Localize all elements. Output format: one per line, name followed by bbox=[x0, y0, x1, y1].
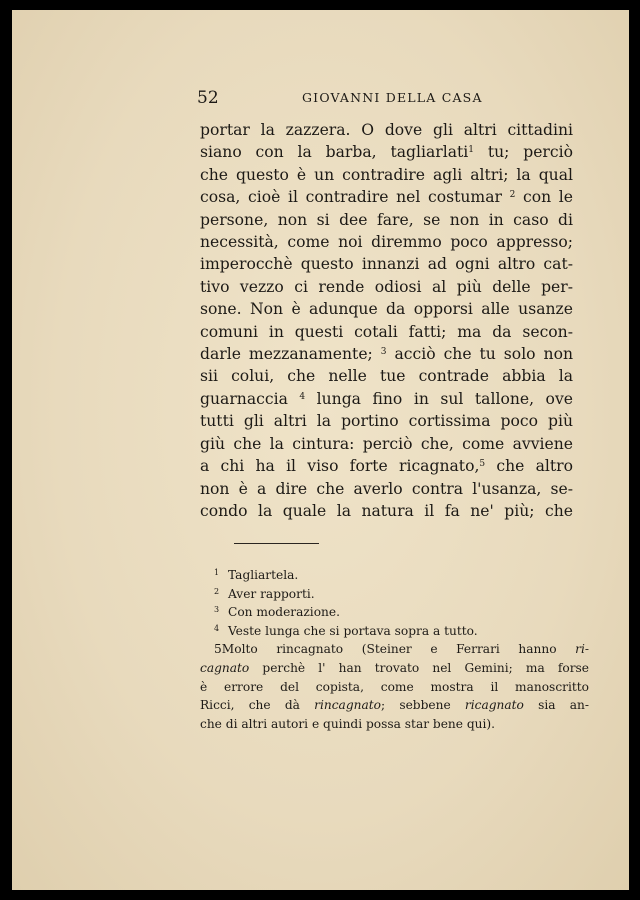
footnote-4: 4 Veste lunga che si portava sopra a tutto. bbox=[214, 623, 478, 638]
text-line: non è a dire che averlo contra l'usanza, se- bbox=[200, 479, 573, 498]
footnote-5: 5Molto rincagnato (Steiner e Ferrari hanno ri- cagnato perchè l' han trovato nel Gemini; ma forse è errore del copista, come mostra il manoscritto Ricci, che dà rincagnato; sebbene ricagnato sia an- che di altri autori e quindi possa star bene qui). bbox=[200, 642, 589, 731]
text-line: sone. Non è adunque da opporsi alle usanze bbox=[200, 300, 573, 319]
text-line: che questo è un contradire agli altri; la qual bbox=[200, 165, 573, 184]
text-line: tutti gli altri la portino cortissima poco più bbox=[200, 412, 573, 431]
running-title: GIOVANNI DELLA CASA bbox=[302, 90, 483, 105]
footnote-3: 3 Con moderazione. bbox=[214, 605, 340, 620]
text-line: tivo vezzo ci rende odiosi al più delle per- bbox=[200, 277, 573, 296]
footnote-separator bbox=[234, 543, 319, 544]
text-line: portar la zazzera. O dove gli altri cittadini bbox=[200, 121, 573, 139]
text-line: siano con la barba, tagliarlati$^1$ tu; perciò bbox=[200, 143, 573, 162]
footnote-ref-4: 4 bbox=[299, 391, 306, 402]
footnotes bbox=[200, 566, 589, 733]
footnote-ref-2: 2 bbox=[509, 190, 516, 201]
text-line: darle mezzanamente; $^3$ acciò che tu solo non bbox=[200, 345, 574, 364]
text-line: cosa, cioè il contradire nel costumar $^2$ con le bbox=[200, 188, 573, 207]
footnote-ref-3: 3 bbox=[380, 347, 387, 358]
text-line: a chi ha il viso forte ricagnato,$^5$ che altro bbox=[200, 457, 573, 476]
text-line: condo la quale la natura il fa ne' più; che bbox=[200, 501, 573, 520]
footnote-ref-1: 1 bbox=[468, 145, 474, 156]
text-line: guarnaccia $^4$ lunga fino in sul tallone, ove bbox=[200, 389, 573, 408]
footnote-ref-5: 5 bbox=[479, 459, 486, 470]
text-line: comuni in questi cotali fatti; ma da secon- bbox=[200, 322, 573, 341]
text-line: giù che la cintura: perciò che, come avviene bbox=[200, 434, 573, 453]
footnote-2: 2 Aver rapporti. bbox=[214, 586, 315, 601]
footnote-1: 1 Tagliartela. bbox=[214, 568, 299, 582]
text-line: sii colui, che nelle tue contrade abbia la bbox=[200, 367, 573, 386]
page-number: 52 bbox=[197, 88, 219, 108]
body-text bbox=[200, 119, 573, 522]
text-line: persone, non si dee fare, se non in caso di bbox=[200, 210, 573, 229]
book-page bbox=[12, 10, 629, 890]
page-header bbox=[197, 88, 570, 112]
text-line: necessità, come noi diremmo poco appresso; bbox=[200, 233, 573, 252]
text-line: imperocchè questo innanzi ad ogni altro cat- bbox=[200, 255, 573, 274]
